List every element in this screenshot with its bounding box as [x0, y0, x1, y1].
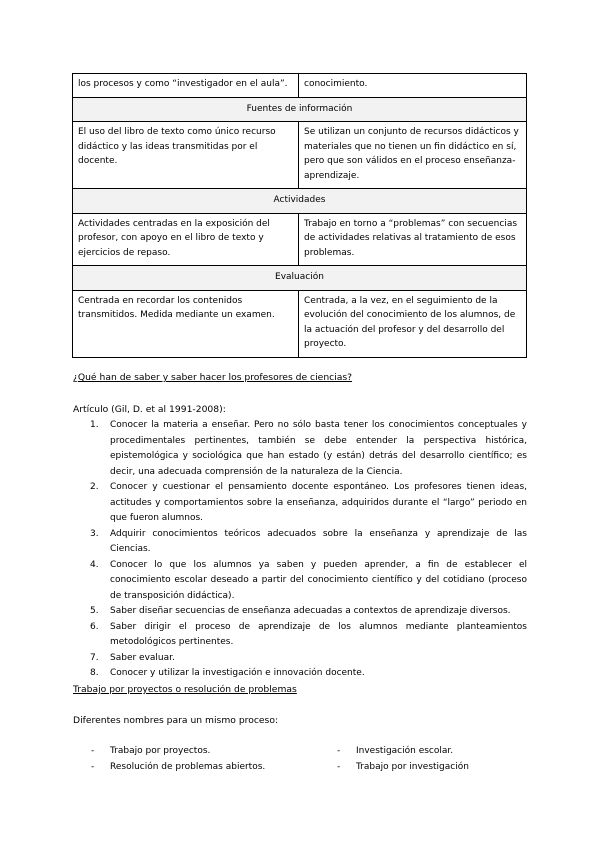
bullet-text: Trabajo por investigación — [356, 762, 469, 772]
list-number: 2. — [90, 482, 99, 492]
section-heading: Evaluación — [73, 266, 527, 291]
dash-bullet: - — [91, 762, 95, 772]
list-item-text: Conocer la materia a enseñar. Pero no sólo basta tener los conocimientos conceptuales y procedimentales pertinentes, también se debe entender la perspectiva histórica, epistemológica y sociológica que han estado (y están) detrás del desarrollo científico; es decir, una adecuada comprensión de la naturaleza de la Ciencia. — [110, 420, 527, 477]
table-cell: Se utilizan un conjunto de recursos didácticos y materiales que no tienen un fin didáctico en sí, pero que son válidos en el proceso enseñanza-aprendizaje. — [299, 122, 527, 189]
section-heading: Actividades — [73, 189, 527, 214]
list-item — [73, 527, 527, 558]
list-item-text: Saber dirigir el proceso de aprendizaje de los alumnos mediante planteamientos metodológicos pertinentes. — [110, 621, 527, 647]
list-number: 3. — [90, 528, 99, 539]
competencies-list — [73, 418, 527, 682]
comparison-table — [72, 73, 527, 358]
table-row — [73, 290, 527, 357]
list-number: 4. — [90, 559, 99, 570]
projects-heading: Trabajo por proyectos o resolución de problemas — [73, 684, 297, 695]
list-item-text: Conocer y cuestionar el pensamiento docente espontáneo. Los profesores tienen ideas, actitudes y comportamientos sobre la enseñanza, adquiridos durante el “largo” periodo en que fueron alumnos. — [110, 482, 527, 523]
list-item-text: Conocer lo que los alumnos ya saben y pueden aprender, a fin de establecer el conocimiento escolar deseado a partir del conocimiento científico y del cotidiano (proceso de transposición didáctica). — [110, 559, 527, 601]
table-cell: Centrada en recordar los contenidos transmitidos. Medida mediante un examen. — [73, 290, 299, 357]
table-cell: Trabajo en torno a “problemas” con secuencias de actividades relativas al tratamiento de esos problemas. — [299, 213, 527, 266]
table-section-heading-row — [73, 97, 527, 122]
question-heading: ¿Qué han de saber y saber hacer los profesores de ciencias? — [73, 372, 353, 383]
bullet-text: Resolución de problemas abiertos. — [110, 762, 266, 772]
list-item-text: Saber evaluar. — [110, 652, 175, 663]
list-item — [73, 651, 527, 667]
table-section-heading-row — [73, 266, 527, 291]
list-item-text: Adquirir conocimientos teóricos adecuados sobre la enseñanza y aprendizaje de las Ciencias. — [110, 528, 527, 554]
table-cell: Centrada, a la vez, en el seguimiento de la evolución del conocimiento de los alumnos, de la actuación del profesor y del desarrollo del proyecto. — [299, 290, 527, 357]
table-cell: los procesos y como “investigador en el aula”. — [73, 74, 299, 98]
dash-bullet: - — [337, 762, 341, 772]
list-item — [73, 480, 527, 527]
list-number: 6. — [90, 621, 99, 632]
table-cell: Actividades centradas en la exposición del profesor, con apoyo en el libro de texto y ejercicios de repaso. — [73, 213, 299, 266]
table-section-heading-row — [73, 189, 527, 214]
list-item-text: Conocer y utilizar la investigación e innovación docente. — [110, 668, 365, 678]
list-item — [73, 666, 527, 682]
names-intro: Diferentes nombres para un mismo proceso: — [73, 715, 279, 726]
article-reference: Artículo (Gil, D. et al 1991-2008): — [73, 404, 226, 415]
section-heading: Fuentes de información — [73, 97, 527, 122]
list-number: 8. — [90, 668, 99, 678]
table-cell: El uso del libro de texto como único recurso didáctico y las ideas transmitidas por el docente. — [73, 122, 299, 189]
bullet-text: Investigación escolar. — [356, 746, 454, 756]
list-number: 1. — [90, 420, 99, 430]
list-item — [73, 558, 527, 605]
list-item — [73, 604, 527, 620]
table-row — [73, 213, 527, 266]
bullet-text: Trabajo por proyectos. — [110, 746, 211, 756]
list-number: 7. — [90, 652, 99, 663]
dash-bullet: - — [337, 746, 341, 756]
list-item — [73, 620, 527, 651]
table-row — [73, 122, 527, 189]
list-item — [73, 418, 527, 480]
table-cell: conocimiento. — [299, 74, 527, 98]
table-row — [73, 74, 527, 98]
list-number: 5. — [90, 606, 99, 616]
dash-bullet: - — [91, 746, 95, 756]
list-item-text: Saber diseñar secuencias de enseñanza adecuadas a contextos de aprendizaje diversos. — [110, 606, 511, 616]
